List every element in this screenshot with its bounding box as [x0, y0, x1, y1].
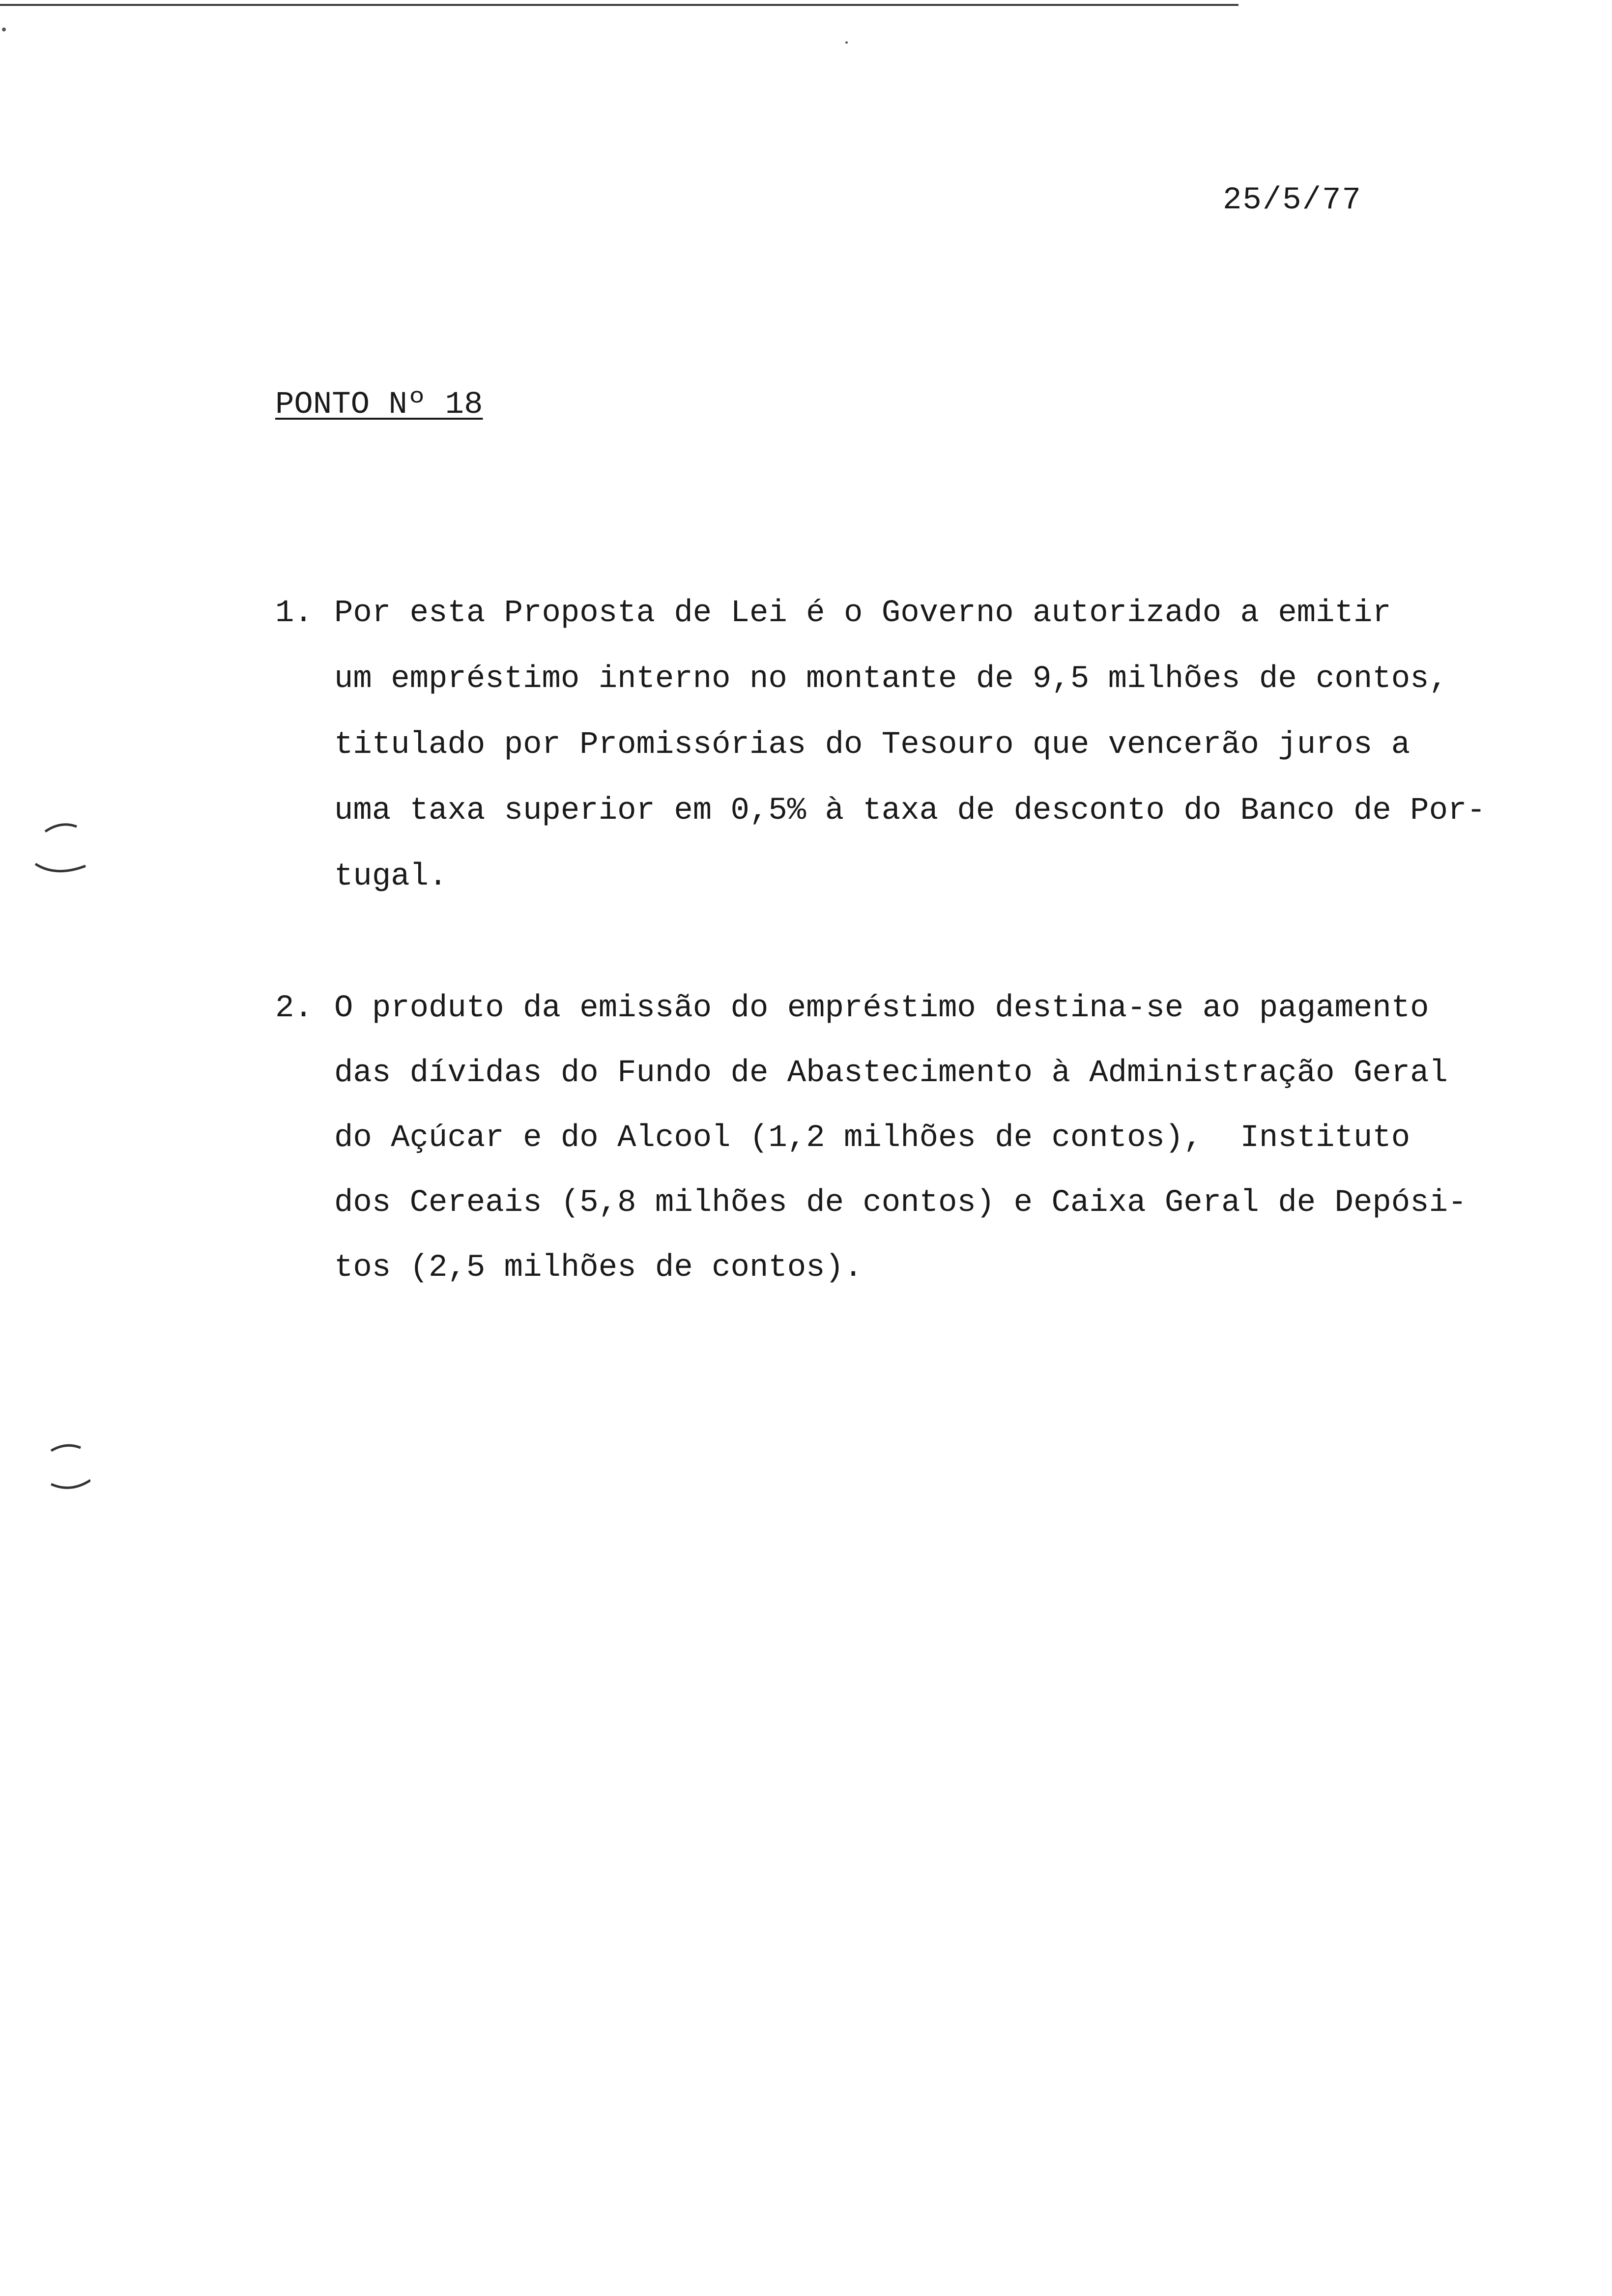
paragraph-line: do Açúcar e do Alcool (1,2 milhões de contos), Instituto: [334, 1120, 1410, 1156]
punch-hole-icon: [31, 816, 90, 880]
paragraph-line: O produto da emissão do empréstimo destina-se ao pagamento: [334, 991, 1429, 1026]
paragraph-line: dos Cereais (5,8 milhões de contos) e Caixa Geral de Depósi-: [334, 1185, 1467, 1221]
paragraph-line: titulado por Promissórias do Tesouro que vencerão juros a: [334, 727, 1410, 763]
paragraph-line: Por esta Proposta de Lei é o Governo autorizado a emitir: [334, 596, 1391, 631]
list-item-number: 2.: [275, 991, 313, 1026]
document-date: 25/5/77: [1223, 183, 1362, 218]
scan-speck: [845, 41, 848, 44]
punch-hole-icon: [31, 1433, 90, 1497]
list-item-number: 1.: [275, 596, 313, 631]
scan-speck: [2, 28, 6, 31]
paragraph-line: um empréstimo interno no montante de 9,5 milhões de contos,: [334, 661, 1448, 697]
paragraph-line: tos (2,5 milhões de contos).: [334, 1250, 863, 1286]
top-border-line: [0, 4, 1238, 6]
page-title: PONTO Nº 18: [275, 387, 483, 423]
paragraph-line: das dívidas do Fundo de Abastecimento à Administração Geral: [334, 1056, 1448, 1091]
paragraph-line: uma taxa superior em 0,5% à taxa de desconto do Banco de Por-: [334, 793, 1486, 829]
paragraph-line: tugal.: [334, 859, 448, 894]
